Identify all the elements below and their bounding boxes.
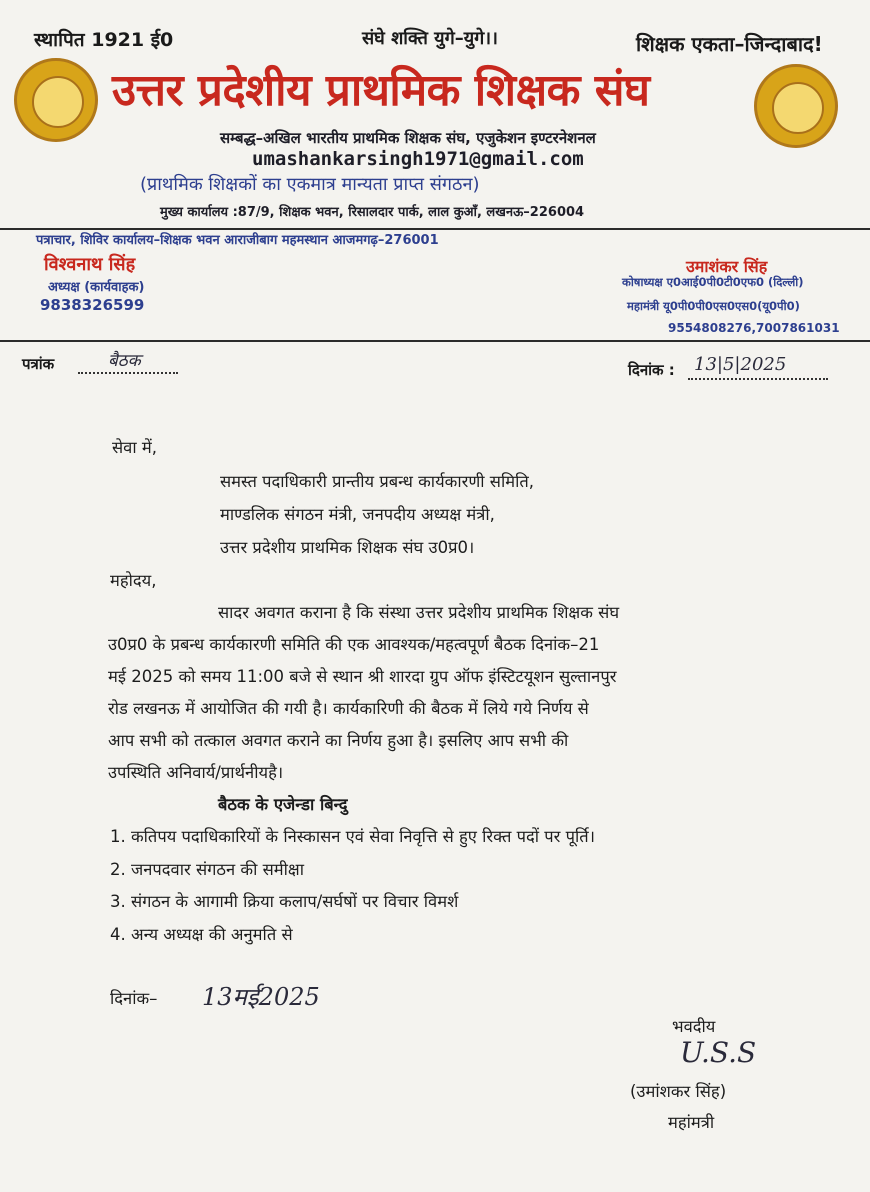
recipient-line-1: समस्त पदाधिकारी प्रान्तीय प्रबन्ध कार्यकारणी समिति, — [220, 472, 535, 491]
paragraph-line-6: उपस्थिति अनिवार्य/प्रार्थनीयहै। — [108, 763, 284, 782]
right-official-name: उमाशंकर सिंह — [686, 257, 768, 276]
agenda-item-3: 3. संगठन के आगामी क्रिया कलाप/सर्घषों पर विचार विमर्श — [110, 892, 459, 911]
right-official-phone: 9554808276,7007861031 — [668, 321, 840, 335]
recipient-line-2: माण्डलिक संगठन मंत्री, जनपदीय अध्यक्ष मंत्री, — [220, 505, 495, 524]
camp-office-text: पत्राचार, शिविर कार्यालय–शिक्षक भवन आराजीबाग महमस्थान आजमगढ़–276001 — [36, 233, 439, 248]
paragraph-line-5: आप सभी को तत्काल अवगत कराने का निर्णय हुआ है। इसलिए आप सभी की — [108, 731, 569, 750]
date-handwritten: 13मई2025 — [202, 983, 320, 1011]
dinank-handwritten: 13|5|2025 — [694, 354, 787, 375]
established-text: स्थापित 1921 ई0 — [34, 29, 174, 51]
agenda-item-4: 4. अन्य अध्यक्ष की अनुमति से — [110, 925, 293, 944]
left-official-phone: 9838326599 — [40, 296, 145, 314]
email-text: umashankarsingh1971@gmail.com — [252, 148, 584, 170]
motto-text: संघे शक्ति युगे–युगे।। — [362, 28, 498, 49]
dinank-label: दिनांक : — [628, 361, 675, 379]
paragraph-line-2: उ0प्र0 के प्रबन्ध कार्यकारणी समिति की एक आवश्यक/महत्वपूर्ण बैठक दिनांक–21 — [108, 635, 600, 654]
agenda-item-2: 2. जनपदवार संगठन की समीक्षा — [110, 860, 304, 879]
org-name-title: उत्तर प्रदेशीय प्राथमिक शिक्षक संघ — [112, 65, 650, 116]
dinank-field — [688, 354, 828, 380]
greeting: महोदय, — [110, 571, 157, 590]
left-official-name: विश्वनाथ सिंह — [44, 254, 136, 275]
left-official-title: अध्यक्ष (कार्यवाहक) — [48, 280, 145, 295]
head-office-text: मुख्य कार्यालय :87/9, शिक्षक भवन, रिसालदार पार्क, लाल कुआँ, लखनऊ–226004 — [160, 205, 585, 220]
right-seal-logo — [754, 64, 838, 148]
closing-text: भवदीय — [672, 1017, 716, 1036]
salutation-to: सेवा में, — [112, 438, 157, 457]
slogan-text: शिक्षक एकता–जिन्दाबाद! — [636, 32, 823, 56]
right-official-title2: महामंत्री यू0पी0पी0एस0एस0(यू0पी0) — [627, 299, 800, 313]
officials-divider — [0, 340, 870, 342]
recipient-line-3: उत्तर प्रदेशीय प्राथमिक शिक्षक संघ उ0प्र0। — [220, 538, 475, 557]
date-label: दिनांक– — [110, 989, 158, 1008]
paragraph-line-4: रोड लखनऊ में आयोजित की गयी है। कार्यकारिणी की बैठक में लिये गये निर्णय से — [108, 699, 589, 718]
right-official-title1: कोषाध्यक्ष ए0आई0पी0टी0एफ0 (दिल्ली) — [622, 275, 804, 289]
paragraph-line-1: सादर अवगत कराना है कि संस्था उत्तर प्रदेशीय प्राथमिक शिक्षक संघ — [218, 603, 620, 622]
signatory-designation: महांमत्री — [668, 1113, 715, 1132]
patrank-handwritten: बैठक — [108, 351, 141, 371]
recognition-text: (प्राथमिक शिक्षकों का एकमात्र मान्यता प्राप्त संगठन) — [140, 174, 480, 195]
left-seal-logo — [14, 58, 98, 142]
agenda-heading: बैठक के एजेन्डा बिन्दु — [218, 795, 348, 814]
signature: U.S.S — [680, 1036, 757, 1069]
patrank-field — [78, 351, 178, 374]
agenda-item-1: 1. कतिपय पदाधिकारियों के निस्कासन एवं सेवा निवृत्ति से हुए रिक्त पदों पर पूर्ति। — [110, 827, 595, 846]
patrank-label: पत्रांक — [22, 355, 55, 373]
paragraph-line-3: मई 2025 को समय 11:00 बजे से स्थान श्री शारदा ग्रुप ऑफ इंस्टिटयूशन सुल्तानपुर — [108, 667, 617, 686]
signatory-name: (उमांशकर सिंह) — [630, 1082, 727, 1101]
affiliation-text: सम्बद्ध–अखिल भारतीय प्राथमिक शिक्षक संघ, एजुकेशन इण्टरनेशनल — [220, 129, 596, 147]
